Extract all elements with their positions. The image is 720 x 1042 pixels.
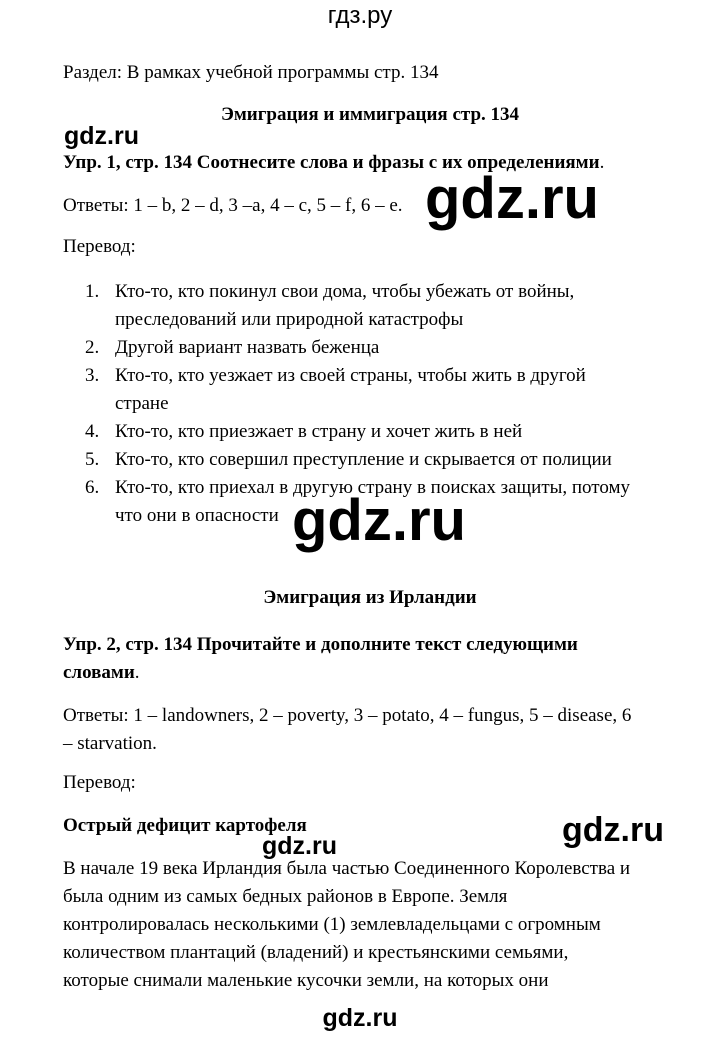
exercise-2-heading: Упр. 2, стр. 134 Прочитайте и дополните текст следующими словами.	[63, 634, 578, 683]
text-paragraph: В начале 19 века Ирландия была частью Соединенного Королевства и была одним из самых бедных районов в Европе. Земля контролировалась несколькими (1) землевладельцами с огромным количеством плантаций (владений) и крестьянскими семьями, которые снимали маленькие кусочки земли, на которых они	[63, 858, 631, 991]
watermark-gdz: gdz.ru	[292, 488, 466, 553]
translation-label: Перевод:	[63, 236, 136, 257]
watermark-gdz: gdz.ru	[64, 122, 139, 150]
list-item: 4. Кто-то, кто приезжает в страну и хочет жить в ней	[85, 421, 523, 442]
watermark-gdz: gdz.ru	[425, 166, 599, 231]
list-item: 1. Кто-то, кто покинул свои дома, чтобы убежать от войны, преследований или природной катастрофы	[85, 281, 575, 330]
list-item: 5. Кто-то, кто совершил преступление и скрывается от полиции	[85, 449, 612, 470]
watermark-gdz: gdz.ru	[562, 811, 664, 849]
text-subtitle: Острый дефицит картофеля	[63, 815, 307, 836]
site-header: гдз.ру	[327, 2, 393, 29]
exercise-2-answers: Ответы: 1 – landowners, 2 – poverty, 3 – potato, 4 – fungus, 5 – disease, 6 – starvation.	[63, 705, 632, 754]
list-item: 3. Кто-то, кто уезжает из своей страны, чтобы жить в другой стране	[85, 365, 586, 414]
translation-label: Перевод:	[63, 772, 136, 793]
section-title-ireland: Эмиграция из Ирландии	[263, 587, 477, 608]
list-item: 2. Другой вариант назвать беженца	[85, 337, 380, 358]
exercise-1-dot: .	[599, 152, 605, 173]
footer-watermark: gdz.ru	[322, 1004, 398, 1032]
section-line: Раздел: В рамках учебной программы стр. 134	[63, 62, 439, 83]
watermark-gdz: gdz.ru	[262, 832, 337, 860]
exercise-1-answers: Ответы: 1 – b, 2 – d, 3 –a, 4 – c, 5 – f, 6 – e.	[63, 195, 403, 216]
section-title-emigration: Эмиграция и иммиграция стр. 134	[220, 104, 520, 125]
exercise-1-task: Соотнесите слова и фразы с их определениями	[191, 152, 600, 173]
list-item: 6. Кто-то, кто приехал в другую страну в поисках защиты, потому что они в опасности	[85, 477, 631, 526]
exercise-1-label: Упр. 1, стр. 134	[63, 152, 192, 173]
